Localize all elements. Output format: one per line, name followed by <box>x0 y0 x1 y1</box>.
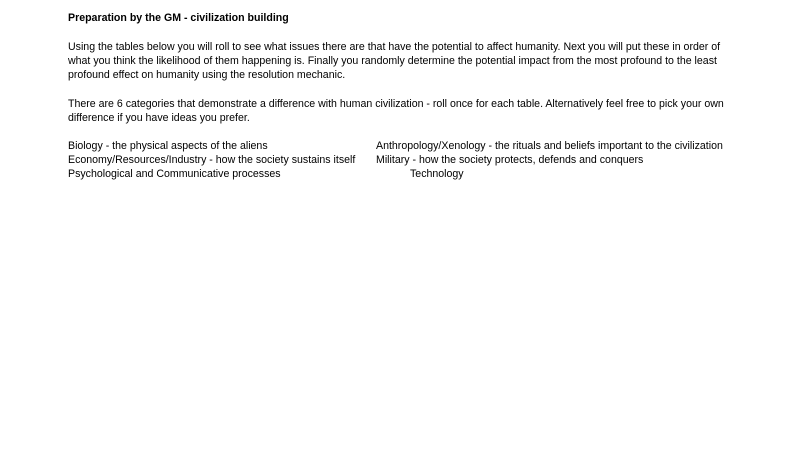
categories-paragraph <box>68 97 738 125</box>
category-biology: Biology - the physical aspects of the aliens <box>68 140 268 152</box>
intro-paragraph <box>68 40 738 83</box>
category-military: Military - how the society protects, defends and conquers <box>376 154 644 166</box>
category-psychological: Psychological and Communicative processes <box>68 168 281 180</box>
paragraph-line: profound effect on humanity using the resolution mechanic. <box>68 69 346 82</box>
paragraph-line: what you think the likelihood of them happening is. Finally you randomly determine the potential impact from the most profound to the least <box>68 55 717 68</box>
paragraph-line: There are 6 categories that demonstrate a difference with human civilization - roll once for each table. Alternatively feel free to pick your own <box>68 98 724 110</box>
paragraph-line: Using the tables below you will roll to see what issues there are that have the potential to affect humanity. Next you will put these in order of <box>68 41 721 53</box>
document-title: Preparation by the GM - civilization building <box>68 12 289 24</box>
category-technology: Technology <box>410 168 464 180</box>
category-economy: Economy/Resources/Industry - how the society sustains itself <box>68 154 356 166</box>
category-anthropology: Anthropology/Xenology - the rituals and beliefs important to the civilization <box>376 140 723 152</box>
paragraph-line: difference if you have ideas you prefer. <box>68 112 250 125</box>
